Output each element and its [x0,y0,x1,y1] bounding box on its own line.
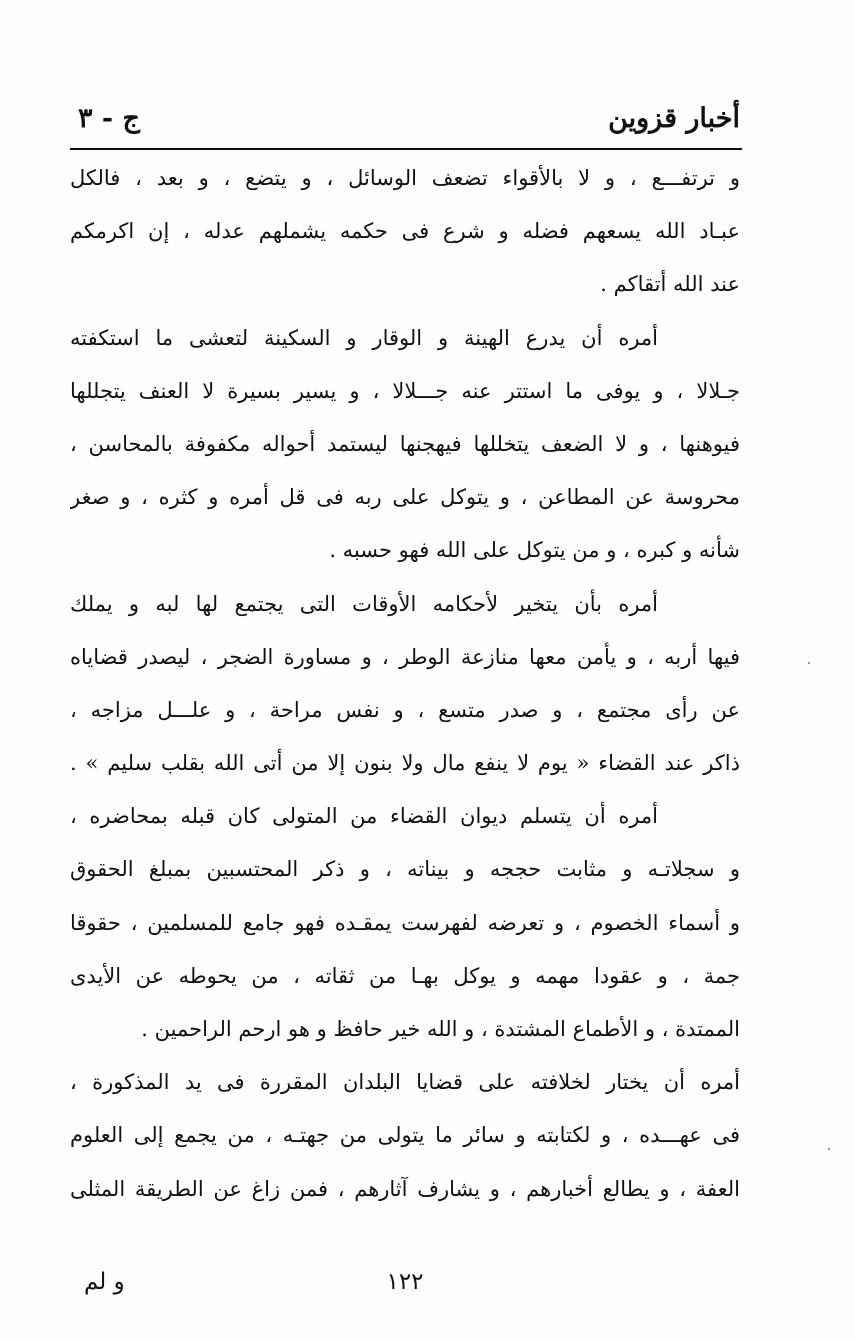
text-line: و سجلاتـه و مثابت حججه و بيناته ، و ذكر المحتسبين بمبلغ الحقوق [70,857,740,882]
text-line: عند الله أتقاكم . [600,272,740,297]
text-line: فيها أربه ، و يأمن معها منازعة الوطر ، و مساورة الضجر ، ليصدر قضاياه [70,644,740,669]
text-line: جمة ، و عقودا مهمه و يوكل بهـا من ثقاته ، من يحوطه عن الأيدى [70,963,740,988]
text-line: فيوهنها ، و لا الضعف يتخللها فيهجنها ليستمد أحواله مكفوفة بالمحاسن ، [70,431,740,456]
paper-speck [828,1148,830,1150]
text-line: عن رأى مجتمع ، و صدر متسع ، و نفس مراحة ، و علـــل مزاجه ، [70,697,740,722]
paragraph-first-line: أمره أن يتسلم ديوان القضاء من المتولى كان قبله بمحاضره ، [70,804,658,829]
header-rule [70,148,742,150]
paper-speck [808,662,810,664]
body-text [70,152,740,1216]
catchword: و لم [84,1269,125,1295]
text-line: و ترتفـــع ، و لا بالأقواء تضعف الوسائل ، و يتضع ، و بعد ، فالكل [70,166,740,190]
text-line: محروسة عن المطاعن ، و يتوكل على ربه فى قل أمره و كثره ، و صغر [70,485,740,510]
text-line: العفة ، و يطالع أخبارهم ، و يشارف آثارهم ، فمن زاغ عن الطريقة المثلى [70,1176,740,1201]
text-line: الممتدة ، و الأطماع المشتدة ، و الله خير حافظ و هو ارحم الراحمين . [141,1017,740,1041]
page-header [70,96,740,146]
text-line: فى عهـــده ، و لكتابته و سائر ما يتولى من جهتـه ، من يجمع إلى العلوم [70,1123,740,1148]
page-number: ١٢٢ [386,1269,424,1295]
text-line: شأنه و كبره ، و من يتوكل على الله فهو حسبه . [329,538,740,563]
running-title: أخبار قزوين [608,103,740,134]
text-line: ذاكر عند القضاء « يوم لا ينفع مال ولا بنون إلا من أتى الله بقلب سليم » . [70,751,740,776]
paragraph-first-line: أمره أن يختار لخلافته على قضايا البلدان المقررة فى يد المذكورة ، [70,1070,740,1095]
paragraph-first-line: أمره أن يدرع الهينة و الوقار و السكينة لتعشى ما استكفته [70,325,658,350]
text-line: عبـاد الله يسعهم فضله و شرع فى حكمه يشملهم عدله ، إن اكرمكم [70,219,740,244]
page-footer [70,1262,740,1306]
paragraph-first-line: أمره بأن يتخير لأحكامه الأوقات التى يجتمع لها لبه و يملك [70,591,658,616]
volume-label: ج - ٣ [78,103,140,134]
text-line: و أسماء الخصوم ، و تعرضه لفهرست يمقـده فهو جامع للمسلمين ، حقوقا [70,910,740,935]
text-line: جـلالا ، و يوفى ما استتر عنه جـــلالا ، و يسير بسيرة لا العنف يتجللها [70,378,740,403]
